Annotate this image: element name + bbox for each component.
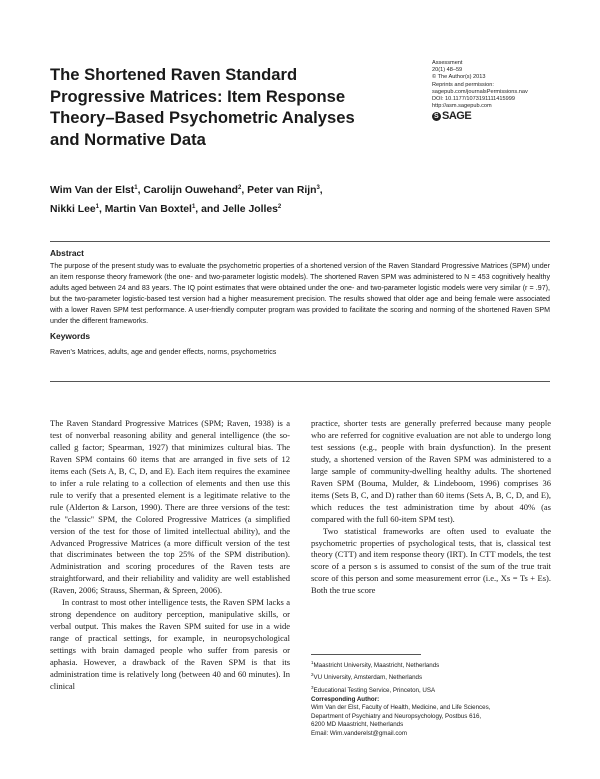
abstract-top-rule (50, 241, 550, 242)
author-affiliation-marker: 2 (277, 204, 282, 210)
affiliation-marker: 3 (311, 684, 314, 690)
author-affiliation-marker: 2 (238, 185, 242, 191)
keywords-bottom-rule (50, 381, 550, 382)
author-affiliation-marker: 1 (134, 185, 138, 191)
corresponding-author-email[interactable]: Email: Wim.vanderelst@gmail.com (311, 729, 408, 737)
body-paragraph: In contrast to most other intelligence tests, the Raven SPM lacks a strong dependence on auditory perception, manipulative skills, or verbal output. This makes the Raven SPM suited for use in a wide range of practical settings, for example, in neuropsychological settings with brain damaged people who suffer from paresis or aphasia. However, a drawback of the Raven SPM is that its administration time is relatively long (between 40 and 60 minutes). In clinical (50, 597, 290, 691)
author-name: Martin Van Boxtel (104, 204, 192, 215)
sage-logo-icon (432, 112, 441, 121)
author-affiliation-marker: 1 (95, 204, 99, 210)
body-column-right (311, 418, 551, 597)
affiliation-text: VU University, Amsterdam, Netherlands (313, 674, 423, 682)
author-list (50, 180, 390, 218)
affiliation-item (311, 683, 551, 695)
body-paragraph: The Raven Standard Progressive Matrices (SPM; Raven, 1938) is a test of nonverbal reasoning ability and general intelligence (the so-called g factor; Spearman, 1927) that minimizes cultural bias. The Raven SPM contains 60 items that are arranged in five sets of 12 items each (Sets A, B, C, D, and E). Each item requires the examinee to infer a rule relating to a collection of elements and then use this rule to verify that a presented element is a legitimate relative to the rule (Alderton & Larson, 1990). There are three versions of the test: the "classic" SPM, the Colored Progressive Matrices (a simplified version of the test for those of limited intellectual ability), and the Advanced Progressive Matrices (a more difficult version of the test that discriminates between the top 25% of the SPM distribution). Administration and scoring procedures of the Raven tests are straightforward, and their reliability and validity are well established (Raven, 2006; Strauss, Sherman, & Spreen, 2006). (50, 418, 290, 596)
keywords-heading: Keywords (50, 331, 91, 341)
article-title: The Shortened Raven Standard Progressive Matrices: Item Response Theory–Based Psychometric Analyses and Normative Data (50, 65, 355, 149)
corresponding-author (311, 696, 551, 738)
body-paragraph: Two statistical frameworks are often used to evaluate the psychometric properties of psychological tests, that is, classical test theory (CTT) and item response theory (IRT). In CTT models, the test score of a person s is assumed to consist of the sum of the true trait score of this person and some measurement error (i.e., Xs = Ts + Es). Both the true score (311, 525, 551, 596)
author-line-1: Wim Van der Elst$^1$, Carolijn Ouwehand$^2$, Peter van Rijn$^3$, (50, 185, 323, 196)
journal-name: Assessment (432, 60, 463, 66)
journal-volume: 20(1) 48–59 (432, 67, 463, 74)
author-affiliation-marker: 3 (316, 185, 320, 191)
body-column-left (50, 418, 290, 693)
corresponding-author-heading: Corresponding Author: (311, 696, 380, 703)
affiliation-item (311, 658, 551, 670)
footnote-rule (311, 654, 421, 655)
author-affiliation-marker: 1 (191, 204, 196, 210)
keywords-text: Raven's Matrices, adults, age and gender effects, norms, psychometrics (50, 348, 277, 356)
affiliation-marker: 1 (311, 660, 314, 665)
affiliation-text: Maastricht University, Maastricht, Netherlands (313, 662, 440, 669)
journal-url[interactable]: http://asm.sagepub.com (432, 103, 492, 110)
author-name: Jelle Jolles (222, 204, 278, 215)
copyright-line: © The Author(s) 2013 (432, 74, 486, 81)
affiliation-item (311, 670, 551, 682)
affiliation-footnotes (311, 658, 551, 695)
abstract-text: The purpose of the present study was to evaluate the psychometric properties of a shortened version of the Raven Standard Progressive Matrices (SPM) under an item response theory framework (the one- and two-parameter logistic models). The shortened Raven SPM was administered to N = 453 cognitively healthy adults aged between 24 and 83 years. The IQ point estimates that were obtained under the one- and two-parameter logistic models were very similar (r = .97), but the two-parameter logistic-based test version had a higher measurement precision. The results showed that older age and being female were associated with a lower Raven SPM test performance. A user-friendly computer program was provided to facilitate the scoring and norming of the shortened Raven SPM under the different frameworks. (50, 262, 550, 326)
corresponding-author-line: Department of Psychiatry and Neuropsychology, Postbus 616, (311, 712, 482, 720)
author-name: Carolijn Ouwehand (143, 185, 239, 196)
publisher-name: SAGE (442, 110, 472, 123)
abstract-heading: Abstract (50, 248, 84, 258)
author-name: Wim Van der Elst (50, 185, 135, 196)
doi-line: DOI: 10.1177/1073191111415999 (432, 96, 515, 103)
corresponding-author-line: 6200 MD Maastricht, Netherlands (311, 721, 404, 729)
reprints-link[interactable]: sagepub.com/journalsPermissions.nav (432, 88, 528, 95)
affiliation-marker: 2 (311, 672, 314, 678)
corresponding-author-line: Wim Van der Elst, Faculty of Health, Medicine, and Life Sciences, (311, 704, 491, 712)
sage-logo (432, 112, 592, 121)
author-name: Nikki Lee (50, 204, 96, 215)
affiliation-text: Educational Testing Service, Princeton, USA (313, 686, 436, 694)
body-paragraph: practice, shorter tests are generally preferred because many people who are referred for cognitive evaluation are not able to undergo long test sessions (e.g., people with brain dysfunction). In the present study, a shortened version of the Raven SPM was administered to a large sample of community-dwelling healthy adults. The shortened Raven SPM (Bouma, Mulder, & Lindeboom, 1996) comprises 36 items (Sets B, C, and D) rather than 60 items (Sets A, B, C, D, and E), which reduces the test administration time by about 40% (as compared with the full 60-item SPM test). (311, 418, 551, 524)
author-name: Peter van Rijn (247, 185, 317, 196)
journal-metadata (432, 60, 592, 121)
author-line-2: Nikki Lee$^1$, Martin Van Boxtel$^1$, and Jelle Jolles$^2$ (50, 204, 282, 215)
reprints-label: Reprints and permission: (432, 81, 494, 88)
